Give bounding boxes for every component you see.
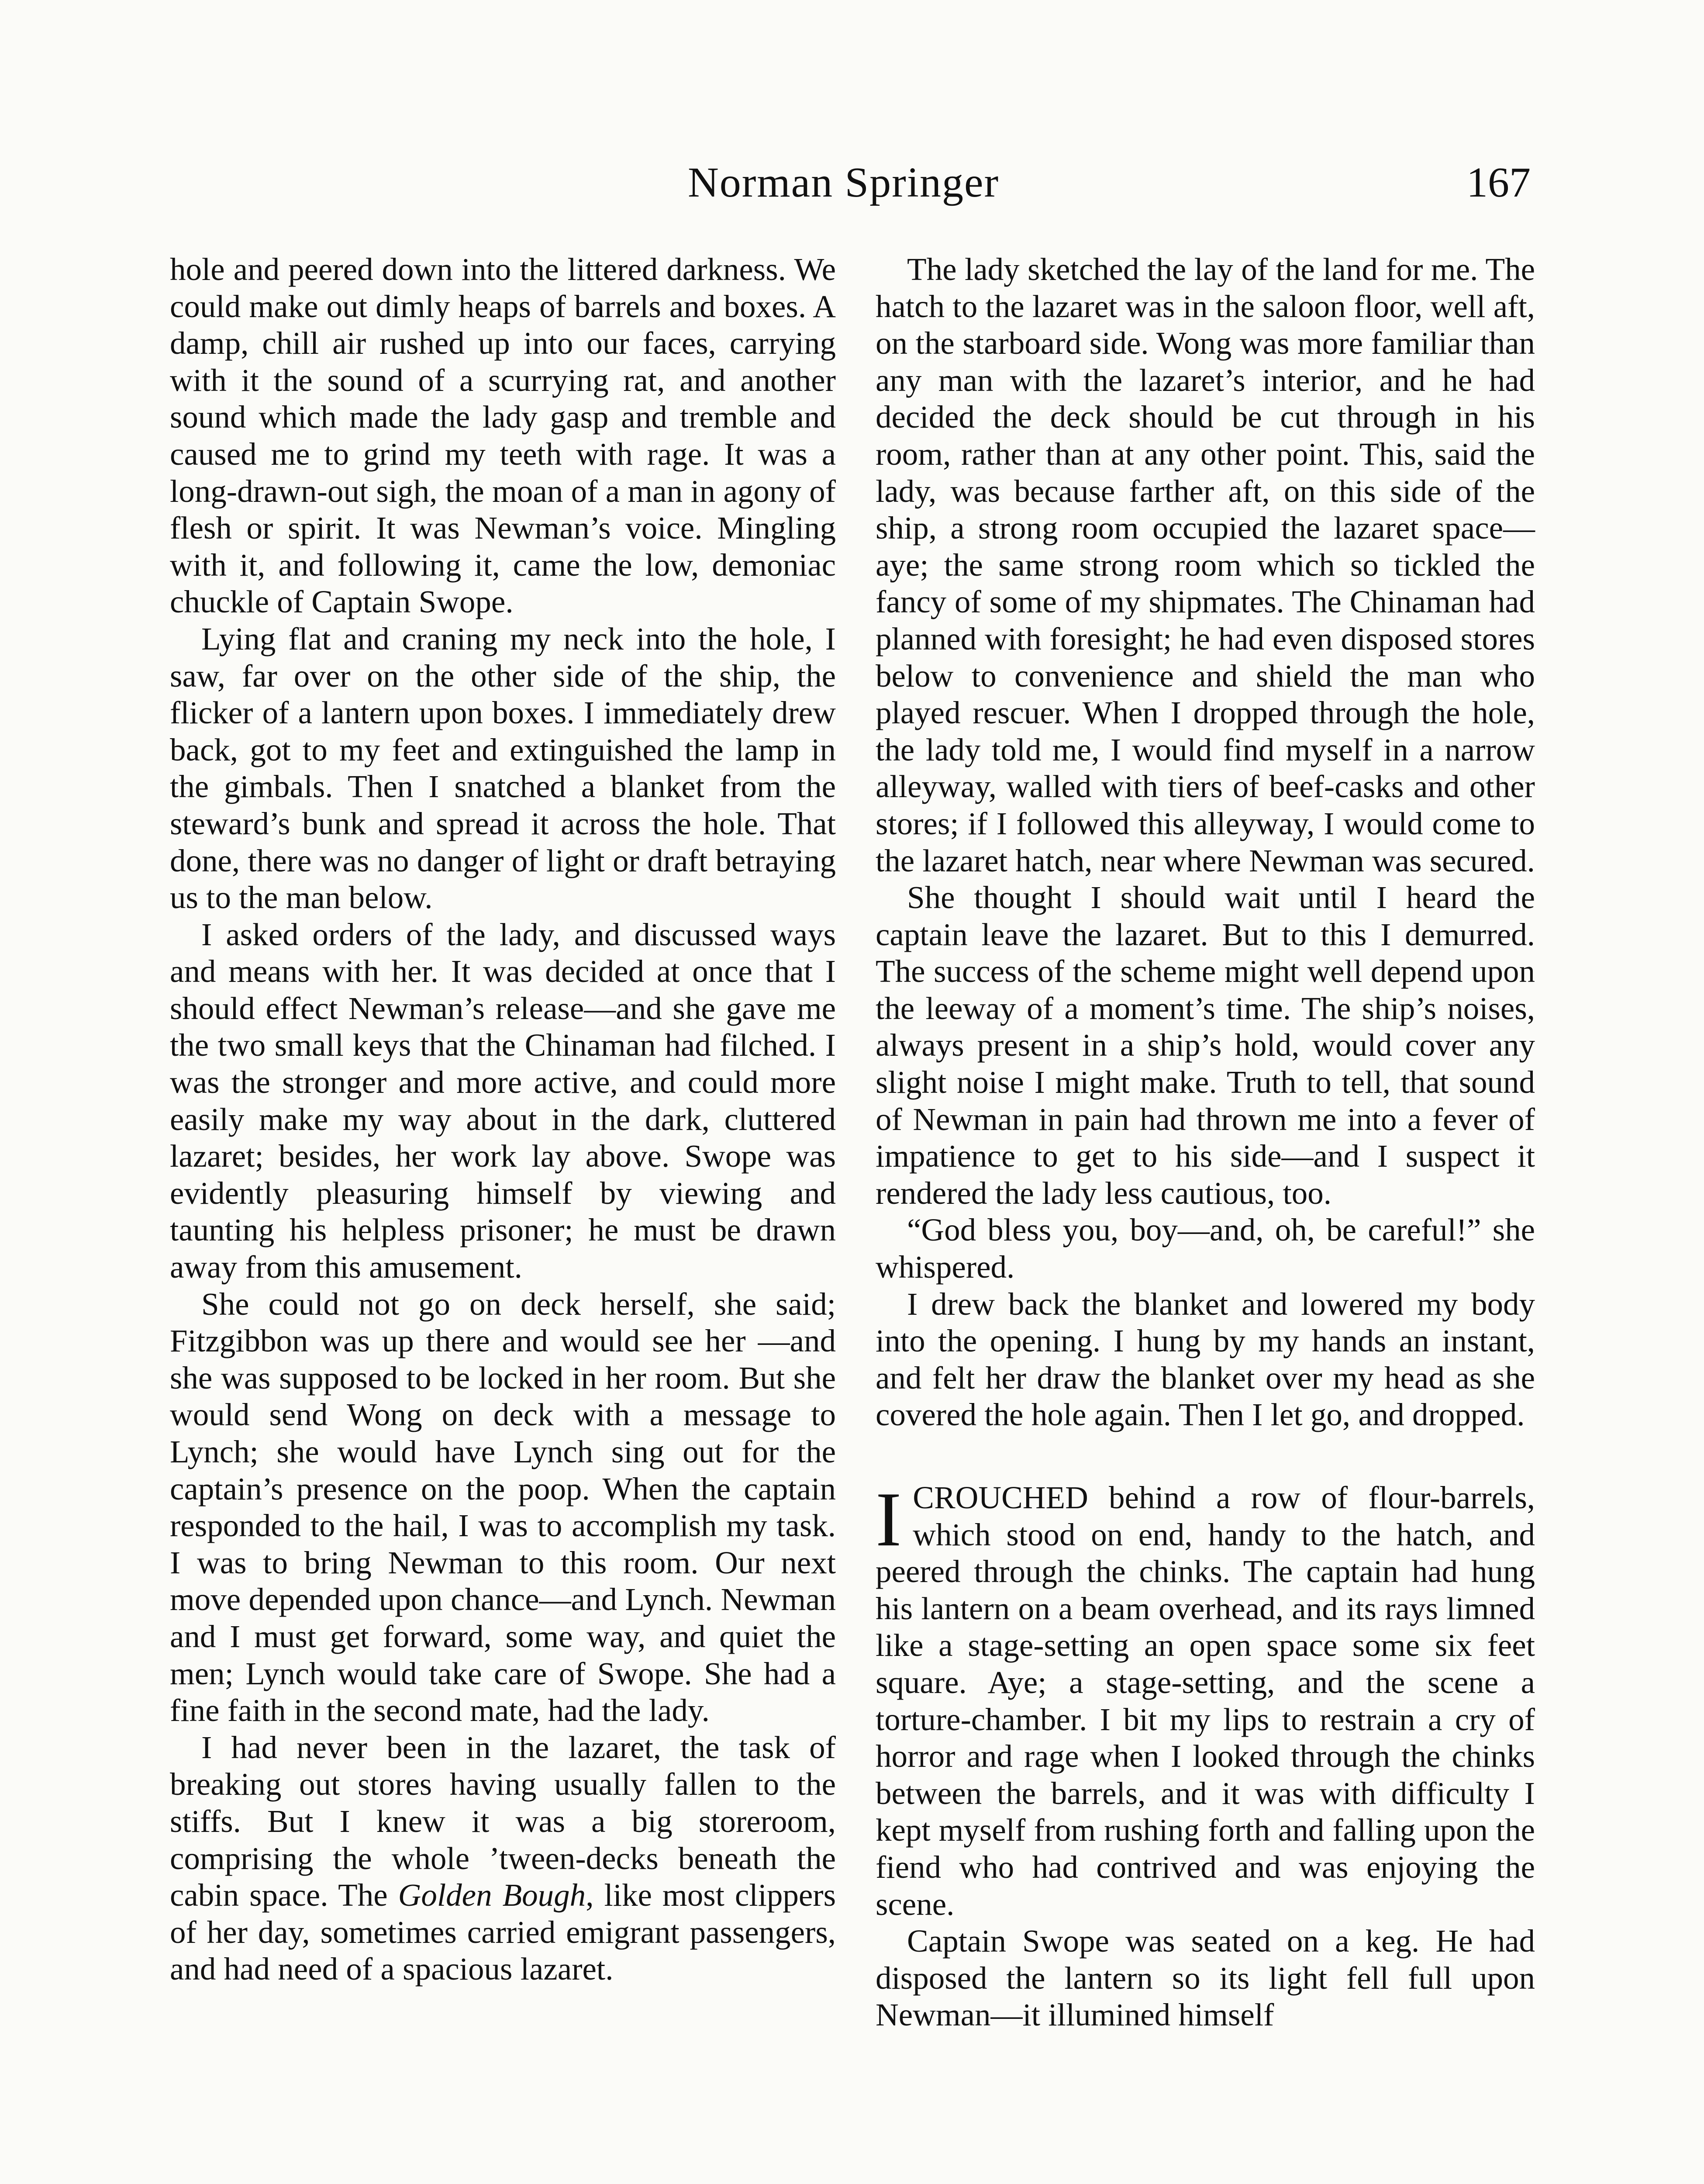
paragraph xyxy=(170,1729,836,1988)
page-header xyxy=(0,158,1704,211)
paragraph: I drew back the blanket and lowered my body into the opening. I hung by my hands an instant, and felt her draw the blanket over my head as she covered the hole again. Then I let go, and dropped. xyxy=(876,1286,1535,1433)
section-paragraph xyxy=(876,1476,1535,1923)
section-lead: CROUCHED xyxy=(913,1480,1088,1515)
ship-name: Golden Bough xyxy=(398,1877,586,1913)
text-run: , like most clippers of her day, sometimes carried emigrant passengers, and had need of a spacious lazaret. xyxy=(170,1877,836,1987)
paragraph: “God bless you, boy—and, oh, be careful!” she whispered. xyxy=(876,1212,1535,1285)
paragraph: The lady sketched the lay of the land for me. The hatch to the lazaret was in the saloon floor, well aft, on the starboard side. Wong was more familiar than any man with the lazaret’s interior, and he had decided the deck should be cut through in his room, rather than at any other point. This, said the lady, was because farther aft, on this side of the ship, a strong room occupied the lazaret space—aye; the same strong room which so tickled the fancy of some of my shipmates. The Chinaman had planned with foresight; he had even disposed stores below to convenience and shield the man who played rescuer. When I dropped through the hole, the lady told me, I would find myself in a narrow alleyway, walled with tiers of beef-casks and other stores; if I followed this alleyway, I would come to the lazaret hatch, near where Newman was secured. xyxy=(876,252,1535,878)
paragraph: Lying flat and craning my neck into the hole, I saw, far over on the other side of the ship, the flicker of a lantern upon boxes. I immediately drew back, got to my feet and extinguished the lamp in the gimbals. Then I snatched a blanket from the steward’s bunk and spread it across the hole. That done, there was no danger of light or draft betraying us to the man below. xyxy=(170,621,836,916)
text-run: I had never been in the lazaret, the task of breaking out stores having usually fallen to the stiffs. But I knew it was a big storeroom, comprising the whole ’tween-decks beneath the cabin space. The xyxy=(170,1729,836,1913)
paragraph: She thought I should wait until I heard the captain leave the lazaret. But to this I demurred. The success of the scheme might well depend upon the leeway of a moment’s time. The ship’s noises, always present in a ship’s hold, would cover any slight noise I might make. Truth to tell, that sound of Newman in pain had thrown me into a fever of impatience to get to his side—and I suspect it rendered the lady less cautious, too. xyxy=(876,880,1535,1211)
text-run: behind a row of flour-barrels, which stood on end, handy to the hatch, and peered through the chinks. The captain had hung his lantern on a beam overhead, and its rays limned like a stage-setting an open space some six feet square. Aye; a stage-setting, and the scene a torture-chamber. I bit my lips to restrain a cry of horror and rage when I looked through the chinks between the barrels, and it was with difficulty I kept myself from rushing forth and falling upon the fiend who had contrived and was enjoying the scene. xyxy=(876,1480,1535,1922)
right-column xyxy=(876,251,1535,2034)
paragraph: hole and peered down into the littered darkness. We could make out dimly heaps of barrels and boxes. A damp, chill air rushed up into our faces, carrying with it the sound of a scurrying rat, and another sound which made the lady gasp and tremble and caused me to grind my teeth with rage. It was a long-drawn-out sigh, the moan of a man in agony of flesh or spirit. It was Newman’s voice. Mingling with it, and following it, came the low, demoniac chuckle of Captain Swope. xyxy=(170,252,836,620)
left-column xyxy=(170,251,836,1988)
paragraph: I asked orders of the lady, and discussed ways and means with her. It was decided at once that I should effect Newman’s release—and she gave me the two small keys that the Chinaman had filched. I was the stronger and more active, and could more easily make my way about in the dark, cluttered lazaret; besides, her work lay above. Swope was evidently pleasuring himself by viewing and taunting his helpless prisoner; he must be drawn away from this amusement. xyxy=(170,916,836,1285)
page-number: 167 xyxy=(1466,159,1531,206)
drop-cap: I xyxy=(876,1476,902,1562)
paragraph: She could not go on deck herself, she said; Fitzgibbon was up there and would see her —and she was supposed to be locked in her room. But she would send Wong on deck with a message to Lynch; she would have Lynch sing out for the captain’s presence on the poop. When the captain responded to the hail, I was to accomplish my task. I was to bring Newman to this room. Our next move depended upon chance—and Lynch. Newman and I must get forward, some way, and quiet the men; Lynch would take care of Swope. She had a fine faith in the second mate, had the lady. xyxy=(170,1286,836,1728)
paragraph: Captain Swope was seated on a keg. He had disposed the lantern so its light fell full upon Newman—it illumined himself xyxy=(876,1923,1535,2033)
running-head: Norman Springer xyxy=(688,159,1000,206)
